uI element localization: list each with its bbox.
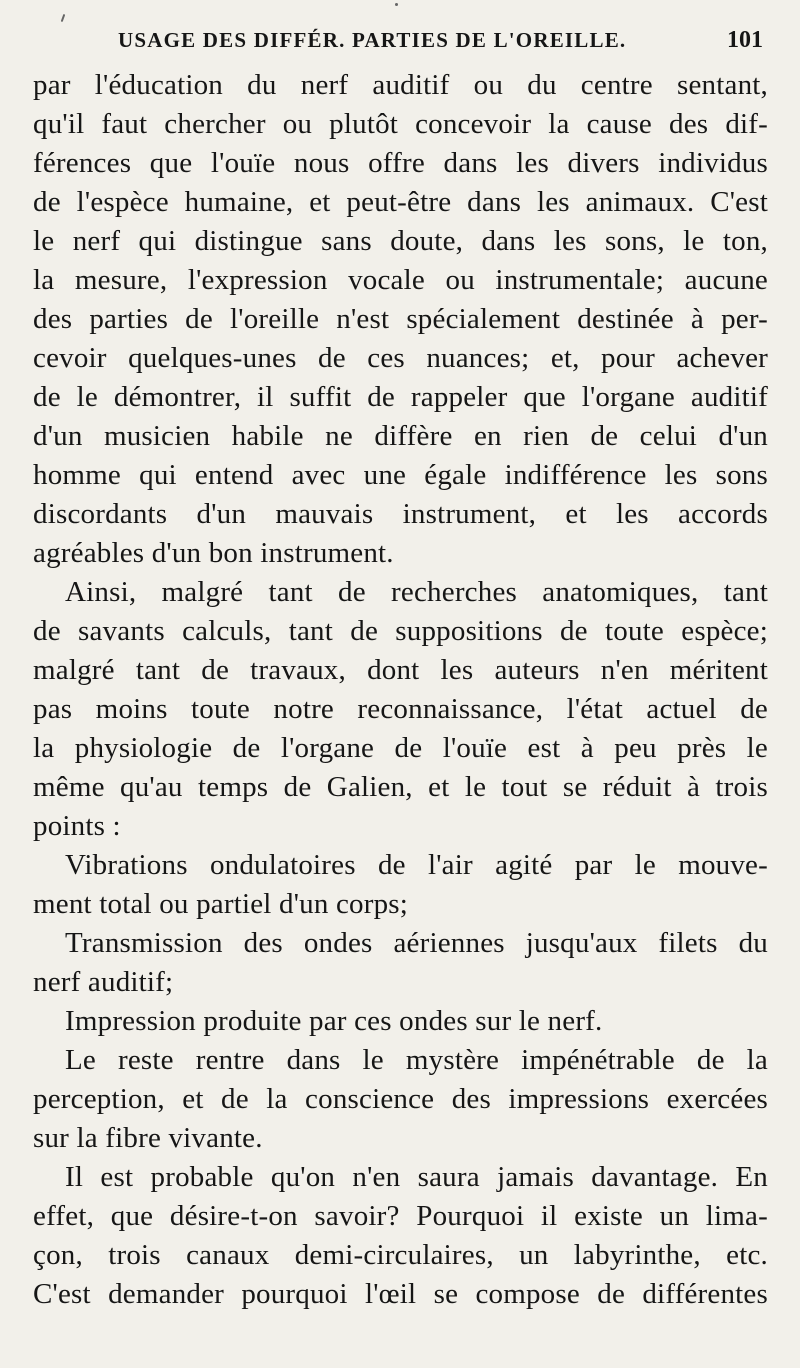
body-text — [33, 66, 768, 1314]
text-line: nerf auditif; — [33, 966, 174, 998]
text-line: de savants calculs, tant de suppositions de toute espèce; — [33, 615, 768, 647]
ink-speck — [395, 3, 398, 6]
text-line: Il est probable qu'on n'en saura jamais davantage. En — [65, 1161, 768, 1193]
text-line: de le démontrer, il suffit de rappeler que l'organe auditif — [33, 381, 768, 413]
ink-speck — [61, 14, 66, 22]
text-line: Ainsi, malgré tant de recherches anatomiques, tant — [65, 576, 768, 608]
text-line: par l'éducation du nerf auditif ou du centre sentant, — [33, 69, 768, 101]
text-line: férences que l'ouïe nous offre dans les divers individus — [33, 147, 768, 179]
text-line: points : — [33, 810, 121, 842]
text-line: Impression produite par ces ondes sur le nerf. — [65, 1005, 603, 1037]
page-number: 101 — [727, 27, 763, 53]
text-line: homme qui entend avec une égale indifférence les sons — [33, 459, 768, 491]
text-line: de l'espèce humaine, et peut-être dans les animaux. C'est — [33, 186, 768, 218]
text-line: Vibrations ondulatoires de l'air agité par le mouve- — [65, 849, 768, 881]
text-line: des parties de l'oreille n'est spécialement destinée à per- — [33, 303, 768, 335]
text-line: effet, que désire-t-on savoir? Pourquoi il existe un lima- — [33, 1200, 768, 1232]
text-line: la mesure, l'expression vocale ou instrumentale; aucune — [33, 264, 768, 296]
text-line: pas moins toute notre reconnaissance, l'état actuel de — [33, 693, 768, 725]
text-line: agréables d'un bon instrument. — [33, 537, 394, 569]
text-line: Transmission des ondes aériennes jusqu'aux filets du — [65, 927, 768, 959]
running-header — [118, 20, 763, 60]
text-line: C'est demander pourquoi l'œil se compose de différentes — [33, 1278, 768, 1310]
text-line: qu'il faut chercher ou plutôt concevoir la cause des dif- — [33, 108, 768, 140]
text-line: d'un musicien habile ne diffère en rien de celui d'un — [33, 420, 768, 452]
text-line: même qu'au temps de Galien, et le tout se réduit à trois — [33, 771, 768, 803]
text-line: malgré tant de travaux, dont les auteurs n'en méritent — [33, 654, 768, 686]
text-line: la physiologie de l'organe de l'ouïe est à peu près le — [33, 732, 768, 764]
text-line: sur la fibre vivante. — [33, 1122, 263, 1154]
text-line: cevoir quelques-unes de ces nuances; et, pour achever — [33, 342, 768, 374]
text-line: discordants d'un mauvais instrument, et les accords — [33, 498, 768, 530]
running-title: USAGE DES DIFFÉR. PARTIES DE L'OREILLE. — [118, 28, 627, 52]
text-line: le nerf qui distingue sans doute, dans les sons, le ton, — [33, 225, 768, 257]
text-line: çon, trois canaux demi-circulaires, un labyrinthe, etc. — [33, 1239, 768, 1271]
text-line: perception, et de la conscience des impressions exercées — [33, 1083, 768, 1115]
text-line: ment total ou partiel d'un corps; — [33, 888, 409, 920]
text-line: Le reste rentre dans le mystère impénétrable de la — [65, 1044, 768, 1076]
